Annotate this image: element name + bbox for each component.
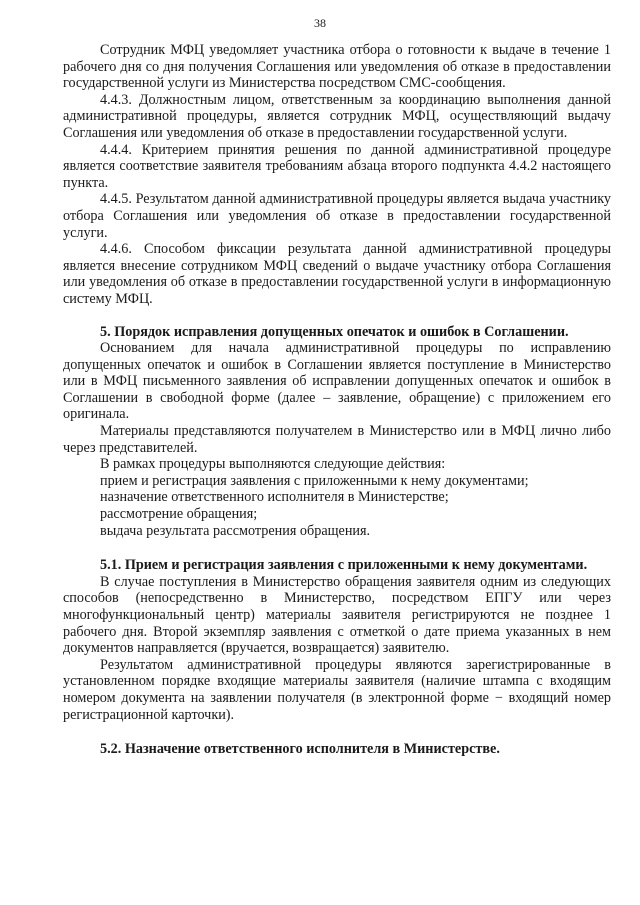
action-item: прием и регистрация заявления с приложенными к нему документами; — [100, 472, 529, 489]
action-item: назначение ответственного исполнителя в Министерстве; — [100, 489, 449, 506]
page-number: 38 — [314, 16, 326, 30]
action-item: рассмотрение обращения; — [100, 506, 258, 523]
section-heading-5: 5. Порядок исправления допущенных опечаток и ошибок в Соглашении. — [100, 323, 569, 340]
paragraph-4-4-5: 4.4.5. Результатом данной административной процедуры является выдача участнику отбора Соглашения или уведомления об отказе в предоставлении государственной услуги. — [63, 191, 611, 241]
paragraph-sms-notice: Сотрудник МФЦ уведомляет участника отбора о готовности к выдаче в течение 1 рабочего дня со дня получения Соглашения или уведомления об отказе в предоставлении государственной услуги из Министерства посредством СМС-сообщения. — [63, 42, 611, 92]
section-heading-5-1: 5.1. Прием и регистрация заявления с приложенными к нему документами. — [100, 557, 588, 574]
paragraph-result: Результатом административной процедуры являются зарегистрированные в установленном порядке входящие материалы заявителя (наличие штампа с входящим номером документа на заявлении получателя (в электронной форме − входящий номер регистрационной карточки). — [63, 656, 611, 723]
paragraph-registration: В случае поступления в Министерство обращения заявителя одним из следующих способов (непосредственно в Министерство, посредством ЕПГУ или через многофункциональный центр) материалы заявителя регистрируются не позднее 1 рабочего дня. Второй экземпляр заявления с отметкой о дате приема указанных в нем документов направляется (вручается, возвращается) заявителю. — [63, 573, 611, 657]
action-item: выдача результата рассмотрения обращения. — [100, 522, 371, 539]
section-heading-5-2: 5.2. Назначение ответственного исполнителя в Министерстве. — [100, 741, 500, 758]
paragraph-materials: Материалы представляются получателем в Министерство или в МФЦ лично либо через представителей. — [63, 423, 611, 456]
paragraph-actions-intro: В рамках процедуры выполняются следующие действия: — [100, 456, 446, 473]
paragraph-grounds: Основанием для начала административной процедуры по исправлению допущенных опечаток и ошибок в Соглашении является поступление в Министерство или в МФЦ письменного заявления об исправлении допущенных опечаток и ошибок в Соглашении в свободной форме (далее – заявление, обращение) с приложением его оригинала. — [63, 340, 611, 423]
document-body — [63, 42, 611, 758]
paragraph-4-4-6: 4.4.6. Способом фиксации результата данной административной процедуры является внесение сотрудником МФЦ сведений о выдаче участнику отбора Соглашения или уведомления об отказе в предоставлении государственной услуги в информационную систему МФЦ. — [63, 241, 611, 307]
paragraph-4-4-4: 4.4.4. Критерием принятия решения по данной административной процедуре является соответствие заявителя требованиям абзаца второго подпункта 4.4.2 настоящего пункта. — [63, 141, 611, 191]
paragraph-4-4-3: 4.4.3. Должностным лицом, ответственным за координацию выполнения данной административной процедуры, является сотрудник МФЦ, осуществляющий выдачу Соглашения или уведомления об отказе в предоставлении государственной услуги. — [63, 91, 611, 141]
